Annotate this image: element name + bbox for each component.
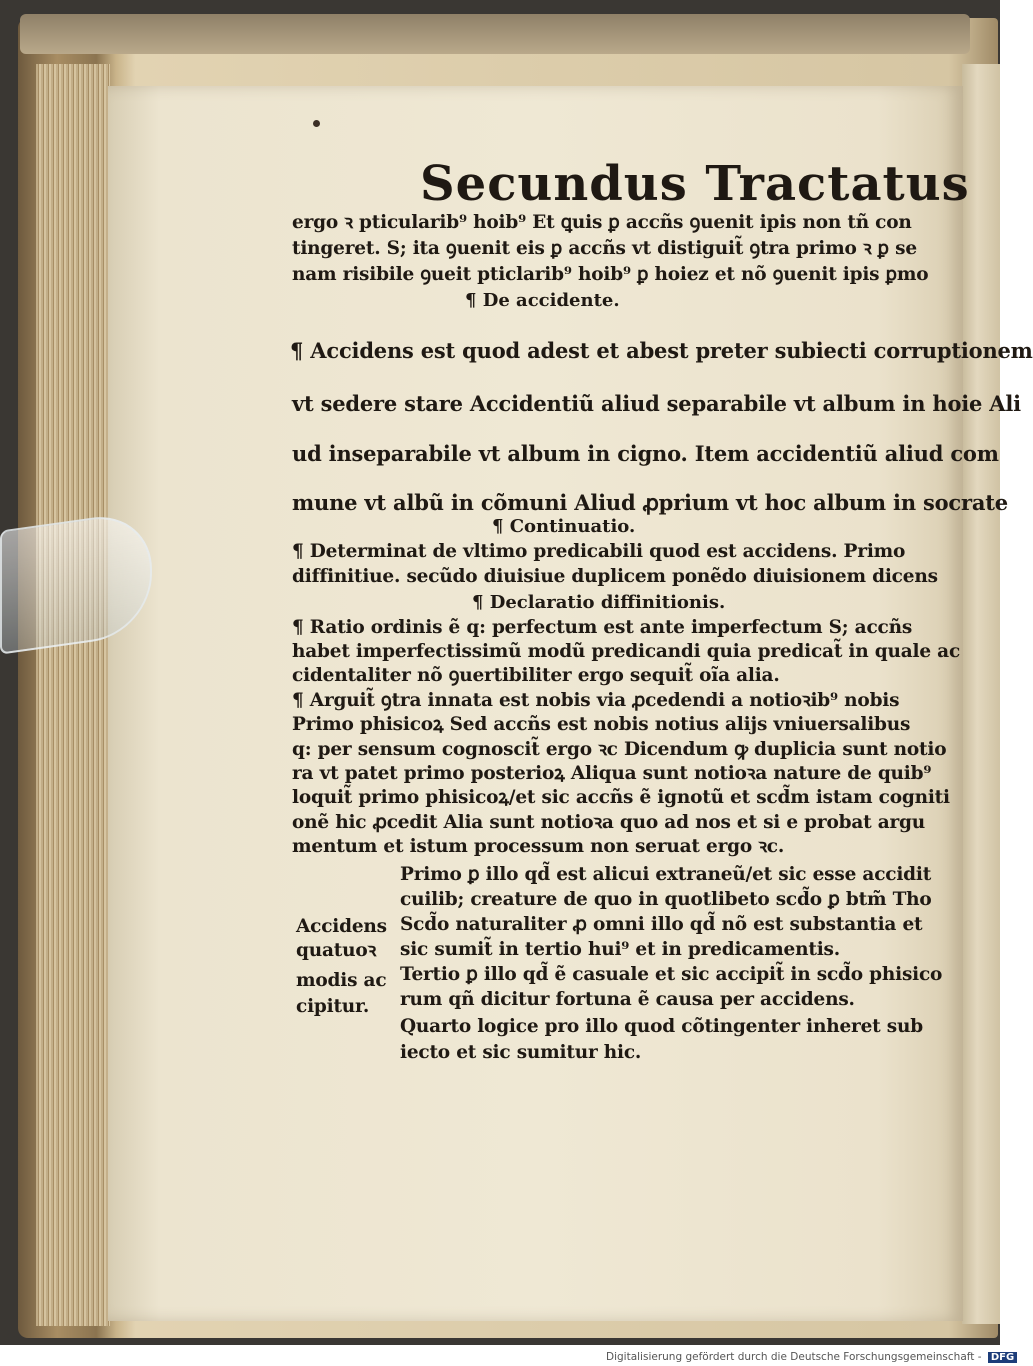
declaratio-line: ¶ Arguit̃ ꝯtra innata est nobis via ꝓcedendi a notioꝛib⁹ nobis (292, 690, 900, 711)
side-label-line: cipitur. (296, 996, 370, 1017)
declaratio-line: onẽ hic ꝓcedit Alia sunt notioꝛa quo ad nos et si e probat argu (292, 812, 926, 833)
mode-line: iecto et sic sumitur hic. (400, 1042, 642, 1063)
intro-line: nam risibile ꝯueit pticlarib⁹ hoib⁹ ꝑ hoiez et nõ ꝯuenit ipis ꝑmo (292, 264, 929, 285)
credit-text: Digitalisierung gefördert durch die Deutsche Forschungsgemeinschaft - (606, 1351, 982, 1363)
mode-line: rum qñ dicitur fortuna ẽ causa per accidens. (400, 989, 855, 1010)
declaratio-line: Primo phisicoꝝ Sed accñs est nobis notius alijs vniuersalibus (292, 714, 911, 735)
declaratio-line: ra vt patet primo posterioꝝ Aliqua sunt notioꝛa nature de quib⁹ (292, 763, 932, 784)
continuatio-line: diffinitiue. secũdo diuisiue duplicem ponẽdo diuisionem dicens (292, 566, 938, 587)
declaratio-line: q: per sensum cognoscit̃ ergo ꝛc Dicendum ꝙ duplicia sunt notio (292, 739, 947, 760)
mode-line: sic sumit̃ in tertio hui⁹ et in predicamentis. (400, 939, 840, 960)
facing-page-edge (962, 64, 1000, 1324)
definition-line: ¶ Accidens est quod adest et abest preter subiecti corruptionem (290, 338, 1033, 363)
intro-line: ergo ꝛ pticularib⁹ hoib⁹ Et ꝗuis ꝑ accñs ꝯuenit ipis non tñ con (292, 212, 912, 233)
side-label-line: modis ac (296, 970, 387, 991)
page-leaf-edges (36, 64, 110, 1326)
definition-line: mune vt albũ in cõmuni Aliud ꝓprium vt hoc album in socrate (292, 490, 1008, 515)
mode-line: Quarto logice pro illo quod cõtingenter inheret sub (400, 1016, 923, 1037)
declaratio-line: cidentaliter nõ ꝯuertibiliter ergo sequit̃ oĩa alia. (292, 665, 780, 686)
dfg-logo: DFG (988, 1352, 1017, 1363)
declaratio-line: mentum et istum processum non seruat ergo ꝛc. (292, 836, 785, 857)
mode-line: Primo ꝑ illo qd̃ est alicui extraneũ/et sic esse accidit (400, 864, 932, 885)
heading-de-accidente: ¶ De accidente. (465, 290, 620, 311)
mode-line: Scd̃o naturaliter ꝓ omni illo qd̃ nõ est substantia et (400, 914, 923, 935)
intro-line: tingeret. S; ita ꝯuenit eis ꝑ accñs vt distiguit̃ ꝯtra primo ꝛ ꝑ se (292, 238, 917, 259)
digitization-credit (606, 1351, 1017, 1363)
heading-declaratio: ¶ Declaratio diffinitionis. (472, 592, 726, 613)
ink-dot (313, 120, 320, 127)
heading-continuatio: ¶ Continuatio. (492, 516, 636, 537)
page-title: Secundus Tractatus (420, 156, 970, 212)
mode-line: cuilib; creature de quo in quotlibeto scd̃o ꝑ btm̃ Tho (400, 889, 932, 910)
side-label-line: quatuoꝛ (296, 940, 377, 961)
definition-line: ud inseparabile vt album in cigno. Item accidentiũ aliud com (292, 441, 999, 466)
book-top-edge (20, 14, 970, 54)
declaratio-line: ¶ Ratio ordinis ẽ q: perfectum est ante imperfectum S; accñs (292, 617, 913, 638)
definition-line: vt sedere stare Accidentiũ aliud separabile vt album in hoie Ali (292, 391, 1021, 416)
declaratio-line: loquit̃ primo phisicoꝝ/et sic accñs ẽ ignotũ et scd̃m istam cogniti (292, 787, 950, 808)
mode-line: Tertio ꝑ illo qd̃ ẽ casuale et sic accipit̃ in scd̃o phisico (400, 964, 943, 985)
side-label-line: Accidens (296, 916, 387, 937)
declaratio-line: habet imperfectissimũ modũ predicandi quia predicat̃ in quale ac (292, 641, 961, 662)
continuatio-line: ¶ Determinat de vltimo predicabili quod est accidens. Primo (292, 541, 906, 562)
